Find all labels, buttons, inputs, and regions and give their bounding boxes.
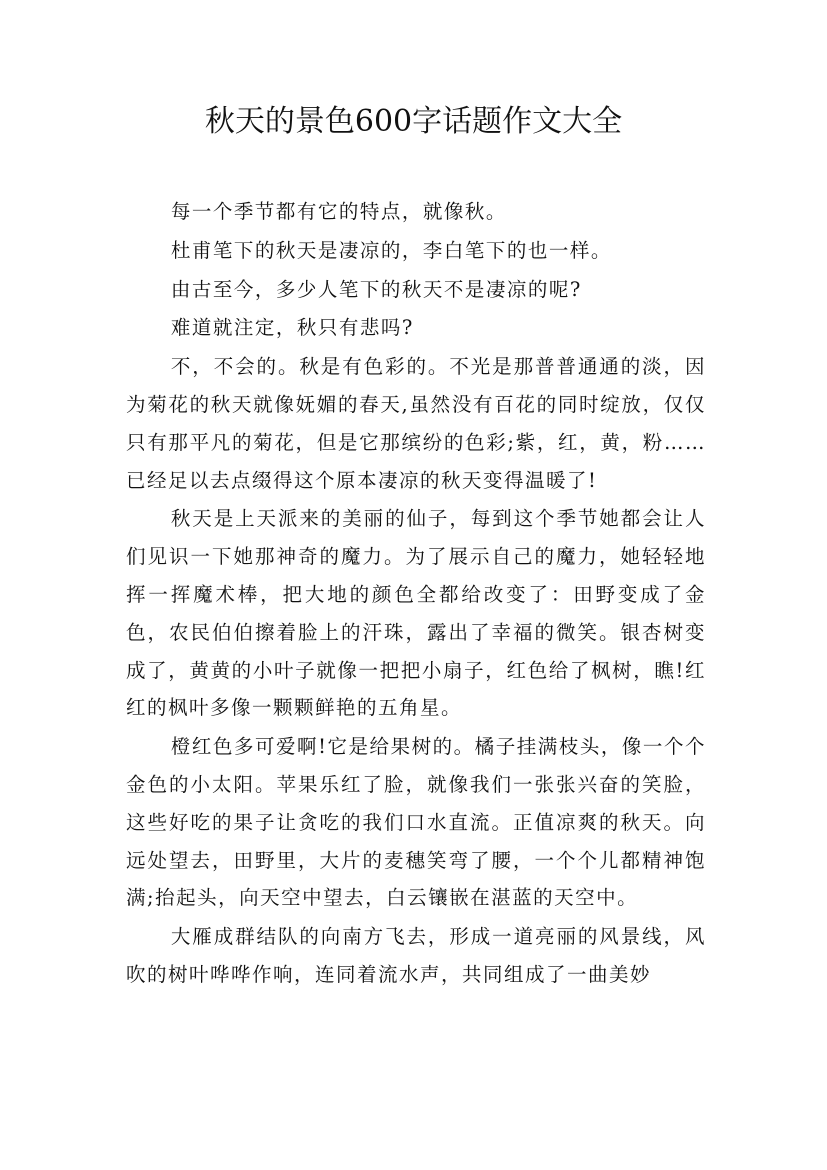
paragraph: 杜甫笔下的秋天是凄凉的，李白笔下的也一样。 [170, 238, 612, 262]
paragraph: 难道就注定，秋只有悲吗? [170, 316, 414, 340]
paragraph: 每一个季节都有它的特点，就像秋。 [170, 200, 507, 223]
paragraph: 由古至今，多少人笔下的秋天不是凄凉的呢? [170, 277, 582, 301]
document-title: 秋天的景色600字话题作文大全 [204, 104, 623, 139]
document-body [126, 193, 706, 995]
paragraph: 大雁成群结队的向南方飞去，形成一道亮丽的风景线，风吹的树叶哗哗作响，连同着流水声，共同组成了一曲美妙 [126, 925, 706, 986]
paragraph: 秋天是上天派来的美丽的仙子，每到这个季节她都会让人们见识一下她那神奇的魔力。为了展示自己的魔力，她轻轻地挥一挥魔术棒，把大地的颜色全都给改变了：田野变成了金色，农民伯伯擦着脸上的汗珠，露出了幸福的微笑。银杏树变成了，黄黄的小叶子就像一把把小扇子，红色给了枫树，瞧!红红的枫叶多像一颗颗鲜艳的五角星。 [126, 507, 706, 720]
paragraph: 不，不会的。秋是有色彩的。不光是那普普通通的淡，因为菊花的秋天就像妩媚的春天,虽然没有百花的同时绽放，仅仅只有那平凡的菊花，但是它那缤纷的色彩;紫，红，黄，粉……已经足以去点缀得这个原本凄凉的秋天变得温暖了! [126, 355, 706, 492]
paragraph: 橙红色多可爱啊!它是给果树的。橘子挂满枝头，像一个个金色的小太阳。苹果乐红了脸，就像我们一张张兴奋的笑脸，这些好吃的果子让贪吃的我们口水直流。正值凉爽的秋天。向远处望去，田野里，大片的麦穗笑弯了腰，一个个儿都精神饱满;抬起头，向天空中望去，白云镶嵌在湛蓝的天空中。 [126, 735, 706, 910]
